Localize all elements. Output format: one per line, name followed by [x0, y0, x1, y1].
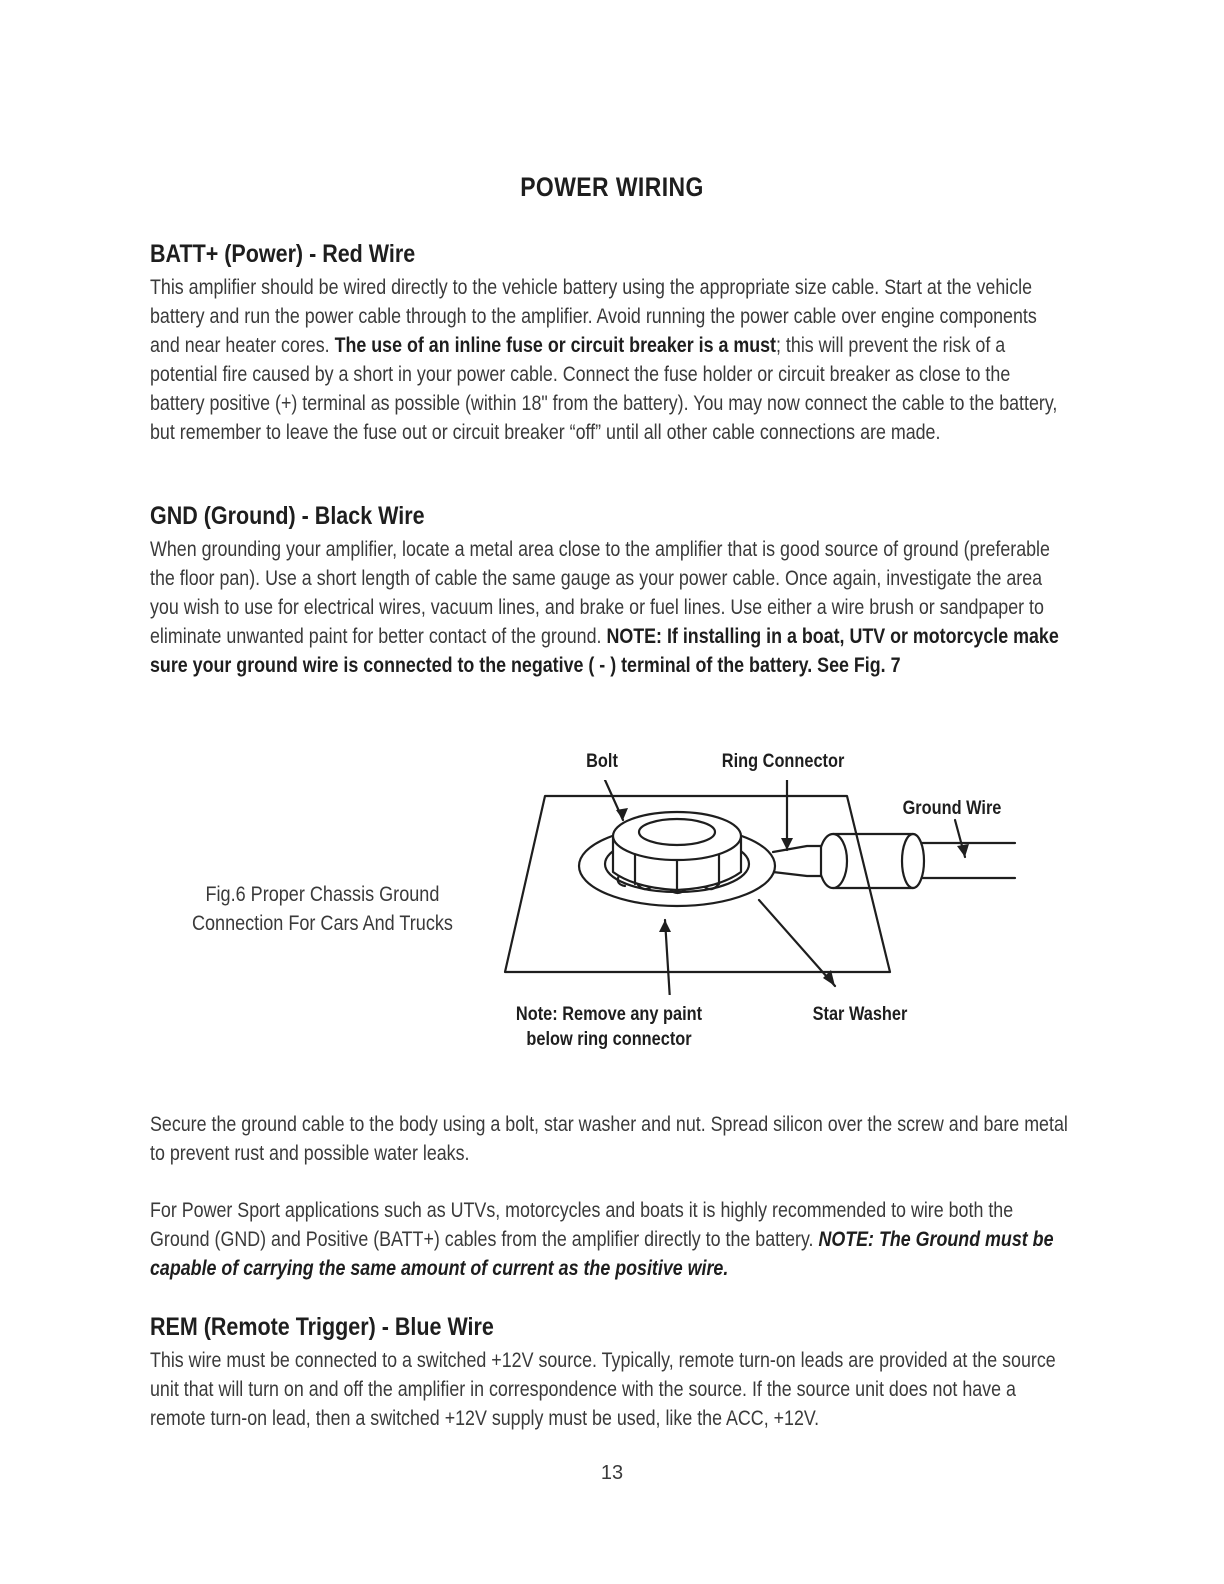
- rem-heading: REM (Remote Trigger) - Blue Wire: [150, 1313, 494, 1341]
- batt-heading: BATT+ (Power) - Red Wire: [150, 240, 416, 268]
- gnd-paragraph: [150, 535, 1070, 680]
- rem-section: [150, 1313, 1224, 1433]
- batt-rest-text: ; this will prevent the risk of a potential fire caused by a short in your power cable. Connect the fuse holder or circuit breaker as close to the battery positive (+) terminal as possible (within 18" from the battery). You may now connect the cable to the battery, but remember to leave the fuse out or circuit breaker “off” until all other cable connections are made.: [150, 334, 1058, 444]
- secure-paragraph: Secure the ground cable to the body using a bolt, star washer and nut. Spread silicon over the screw and bare metal to prevent rust and possible water leaks.: [150, 1113, 1068, 1165]
- figure-caption-line1: Fig.6 Proper Chassis Ground: [205, 883, 440, 906]
- gnd-note-text: NOTE: If installing in a boat, UTV or motorcycle make sure your ground wire is connected to the negative ( - ) terminal of the battery. See Fig. 7: [150, 625, 1059, 677]
- bolt-head: [639, 819, 715, 845]
- gnd-heading: GND (Ground) - Black Wire: [150, 502, 425, 530]
- figure-caption-line2: Connection For Cars And Trucks: [191, 912, 453, 935]
- label-ring-connector: Ring Connector: [721, 751, 845, 772]
- label-ground-wire: Ground Wire: [902, 798, 1002, 819]
- label-bolt: Bolt: [586, 751, 618, 772]
- page-number: 13: [600, 1462, 624, 1484]
- powersport-section: [150, 1196, 1224, 1283]
- batt-text: This amplifier should be wired directly to the vehicle battery using the appropriate size cable. Start at the vehicle battery and run the power cable through to the amplifier. Avoid running the power cable over engine components and near heater cores.: [150, 276, 1037, 357]
- label-star-washer: Star Washer: [812, 1004, 908, 1025]
- label-remove-paint-line1: Note: Remove any paint: [515, 1004, 703, 1025]
- page-title: POWER WIRING: [520, 172, 704, 202]
- rem-paragraph: This wire must be connected to a switched +12V source. Typically, remote turn-on leads are provided at the source unit that will turn on and off the amplifier in correspondence with the source. If the source unit does not have a remote turn-on lead, then a switched +12V supply must be used, like the ACC, +12V.: [150, 1349, 1056, 1430]
- secure-section: [150, 1110, 1224, 1168]
- powersport-paragraph: [150, 1196, 1070, 1283]
- ring-crimp: [773, 846, 821, 876]
- gnd-section: [150, 502, 1224, 680]
- batt-section: [150, 240, 1224, 447]
- gnd-text: When grounding your amplifier, locate a metal area close to the amplifier that is good source of ground (preferable the floor pan). Use a short length of cable the same gauge as your power cable. Once again, investigate the area you wish to use for electrical wires, vacuum lines, and brake or fuel lines. Use either a wire brush or sandpaper to eliminate unwanted paint for better contact of the ground.: [150, 538, 1050, 648]
- batt-bold-text: The use of an inline fuse or circuit breaker is a must: [334, 334, 777, 357]
- label-remove-paint-line2: below ring connector: [526, 1029, 692, 1050]
- cable-sleeve-front: [819, 834, 847, 888]
- cable-sleeve-end: [902, 834, 924, 888]
- powersport-note: NOTE: The Ground must be capable of carrying the same amount of current as the positive wire.: [150, 1228, 1054, 1280]
- batt-paragraph: [150, 273, 1070, 447]
- powersport-text: For Power Sport applications such as UTVs, motorcycles and boats it is highly recommended to wire both the Ground (GND) and Positive (BATT+) cables from the amplifier directly to the battery.: [150, 1199, 1014, 1251]
- label-remove-paint: [514, 1002, 705, 1052]
- figure-caption: [174, 880, 471, 938]
